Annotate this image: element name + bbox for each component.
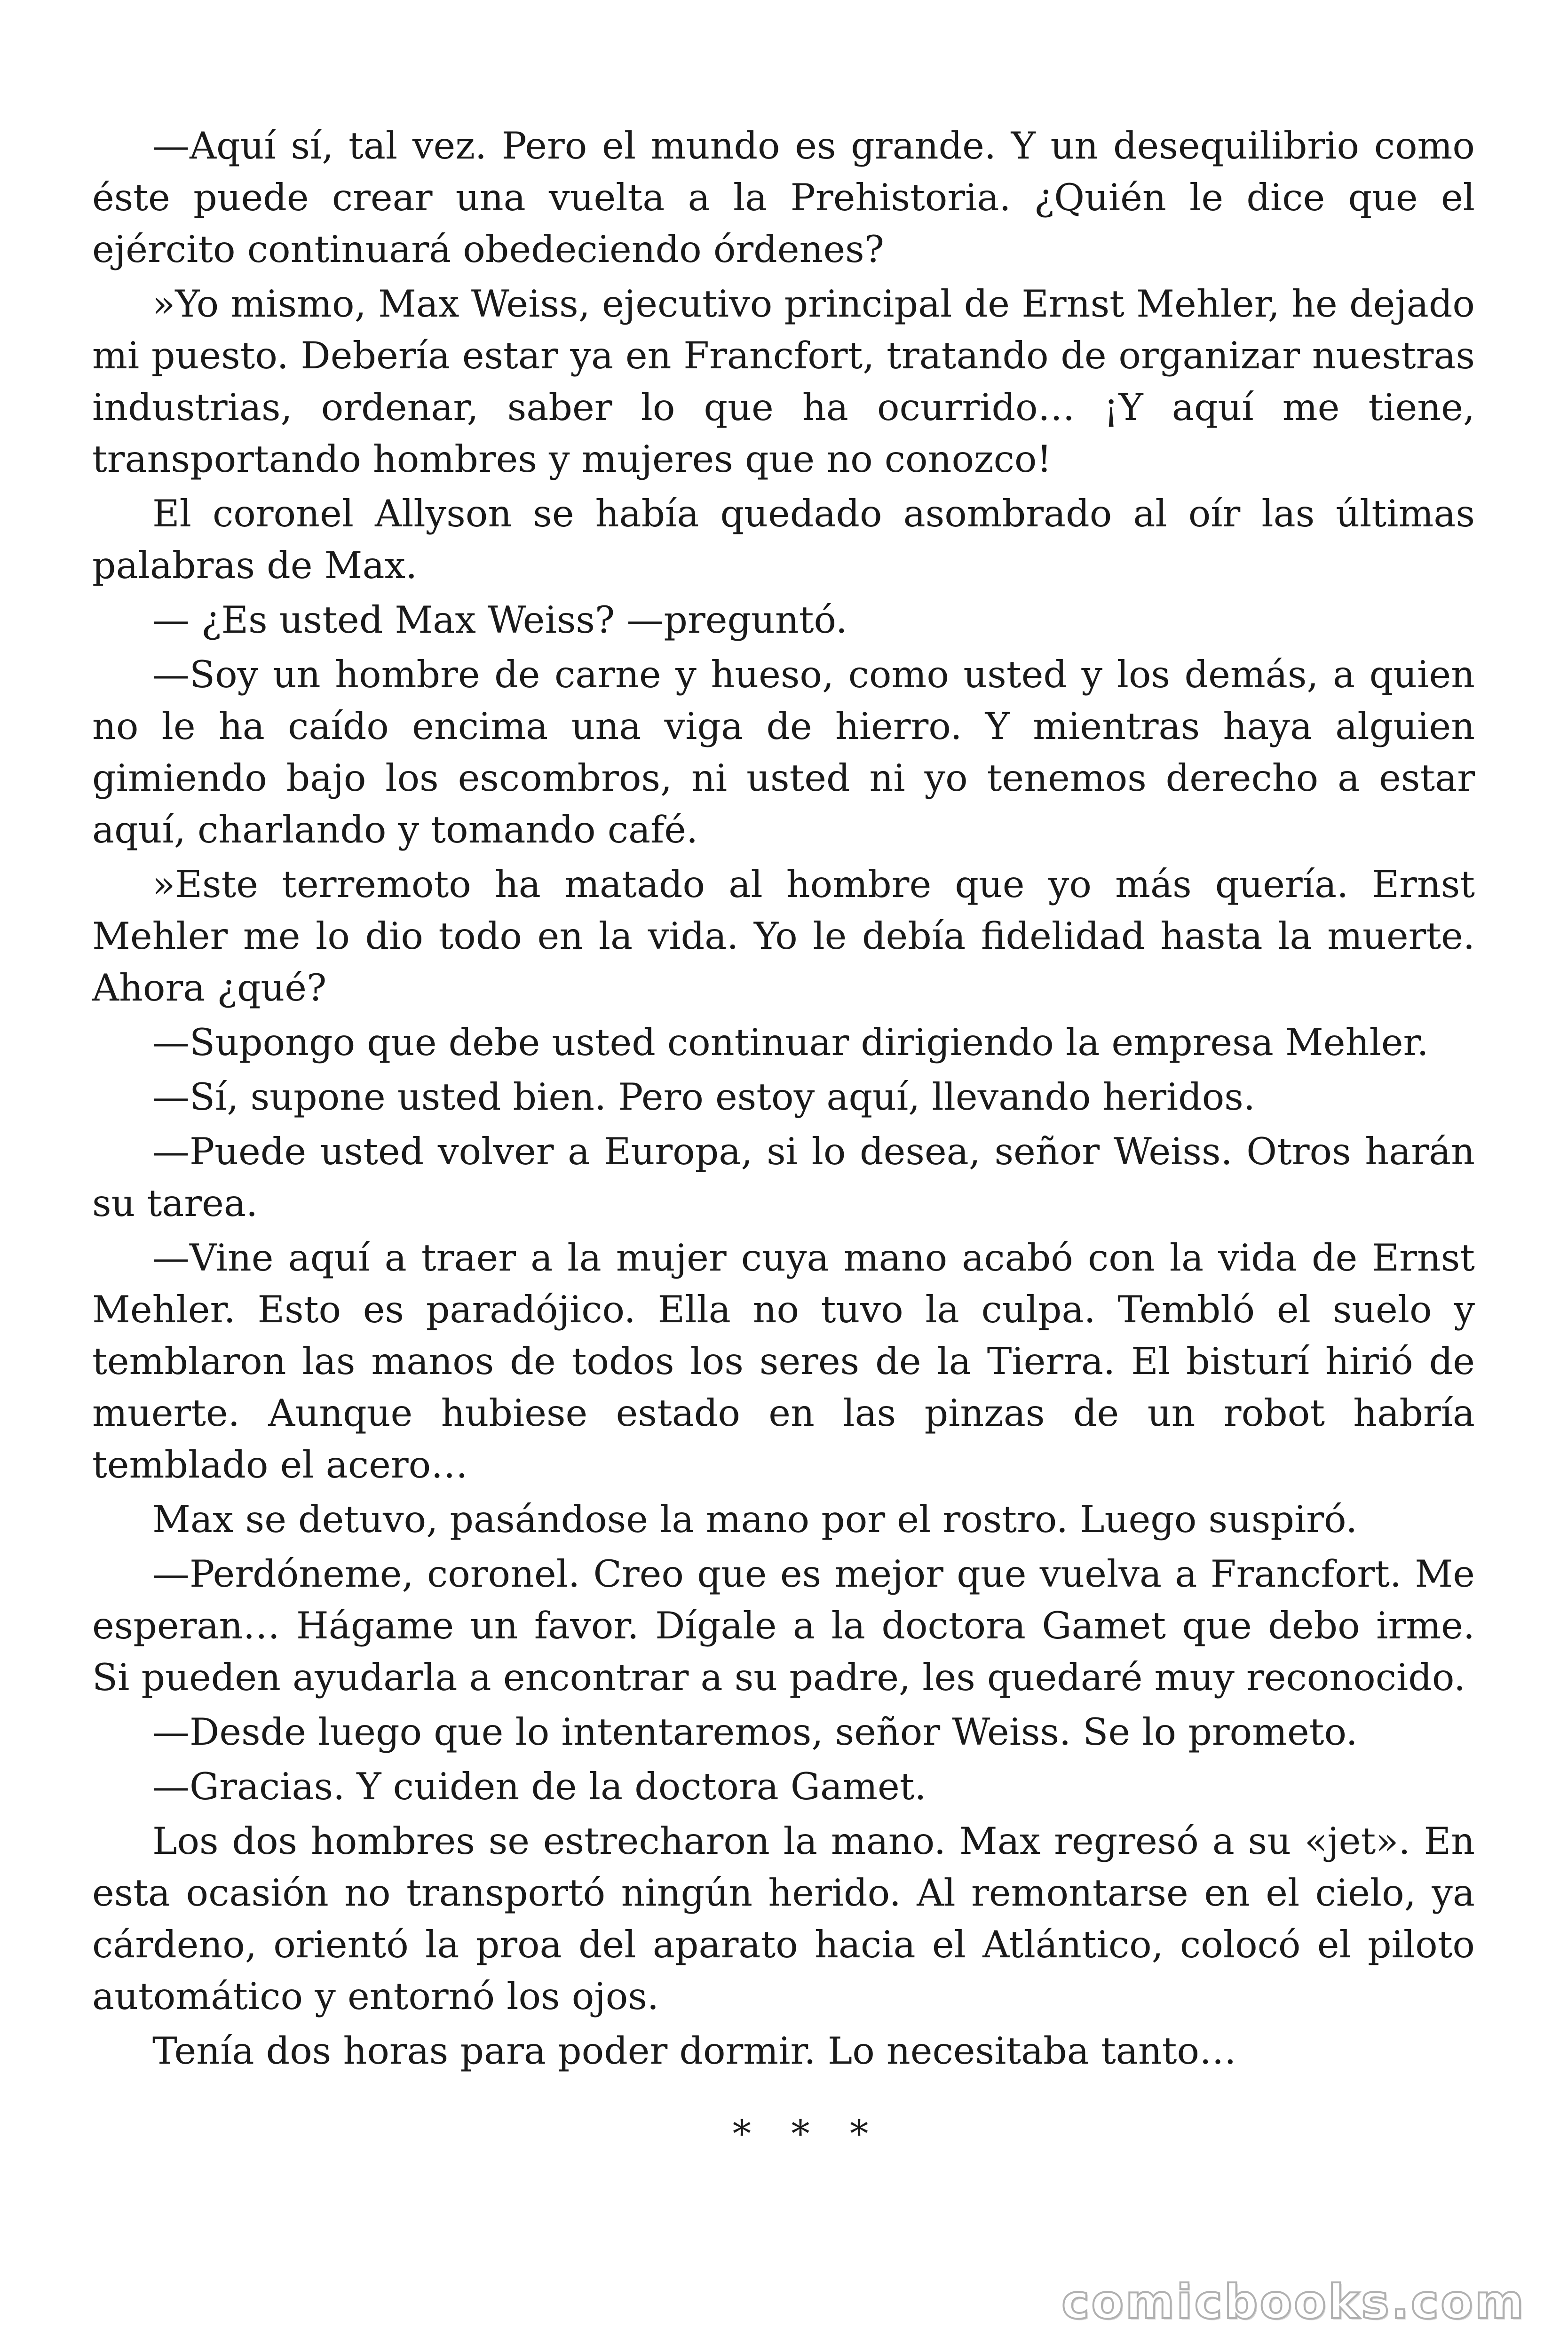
paragraph: »Este terremoto ha matado al hombre que yo más quería. Ernst Mehler me lo dio todo en la vida. Yo le debía fidelidad hasta la muerte. Ahora ¿qué? <box>92 863 1475 1009</box>
paragraph: El coronel Allyson se había quedado asombrado al oír las últimas palabras de Max. <box>92 492 1475 587</box>
paragraph: — ¿Es usted Max Weiss? —preguntó. <box>152 598 847 642</box>
paragraph: —Supongo que debe usted continuar dirigiendo la empresa Mehler. <box>152 1021 1429 1064</box>
page-body <box>92 120 1475 2080</box>
watermark: comicbooks.com <box>1061 2274 1526 2329</box>
paragraph: —Gracias. Y cuiden de la doctora Gamet. <box>152 1765 927 1808</box>
paragraph: Tenía dos horas para poder dormir. Lo necesitaba tanto… <box>152 2029 1237 2073</box>
paragraph: —Desde luego que lo intentaremos, señor Weiss. Se lo prometo. <box>152 1710 1358 1754</box>
section-separator: * * * <box>732 2112 883 2155</box>
paragraph: —Aquí sí, tal vez. Pero el mundo es grande. Y un desequilibrio como éste puede crear una vuelta a la Prehistoria. ¿Quién le dice que el ejército continuará obedeciendo órdenes? <box>92 124 1475 271</box>
paragraph: —Sí, supone usted bien. Pero estoy aquí, llevando heridos. <box>152 1075 1255 1119</box>
paragraph: —Soy un hombre de carne y hueso, como usted y los demás, a quien no le ha caído encima una viga de hierro. Y mientras haya alguien gimiendo bajo los escombros, ni usted ni yo tenemos derecho a estar aquí, charlando y tomando café. <box>92 653 1475 851</box>
paragraph: —Puede usted volver a Europa, si lo desea, señor Weiss. Otros harán su tarea. <box>92 1130 1475 1225</box>
paragraph: —Perdóneme, coronel. Creo que es mejor que vuelva a Francfort. Me esperan… Hágame un favor. Dígale a la doctora Gamet que debo irme. Si pueden ayudarla a encontrar a su padre, les quedaré muy reconocido. <box>92 1552 1475 1699</box>
paragraph: »Yo mismo, Max Weiss, ejecutivo principal de Ernst Mehler, he dejado mi puesto. Debería estar ya en Francfort, tratando de organizar nuestras industrias, ordenar, saber lo que ha ocurrido… ¡Y aquí me tiene, transportando hombres y mujeres que no conozco! <box>92 282 1475 481</box>
paragraph: —Vine aquí a traer a la mujer cuya mano acabó con la vida de Ernst Mehler. Esto es paradójico. Ella no tuvo la culpa. Tembló el suelo y temblaron las manos de todos los seres de la Tierra. El bisturí hirió de muerte. Aunque hubiese estado en las pinzas de un robot habría temblado el acero… <box>92 1236 1475 1486</box>
paragraph: Max se detuvo, pasándose la mano por el rostro. Luego suspiró. <box>152 1498 1358 1541</box>
paragraph: Los dos hombres se estrecharon la mano. Max regresó a su «jet». En esta ocasión no transportó ningún herido. Al remontarse en el cielo, ya cárdeno, orientó la proa del aparato hacia el Atlántico, colocó el piloto automático y entornó los ojos. <box>92 1820 1475 2018</box>
